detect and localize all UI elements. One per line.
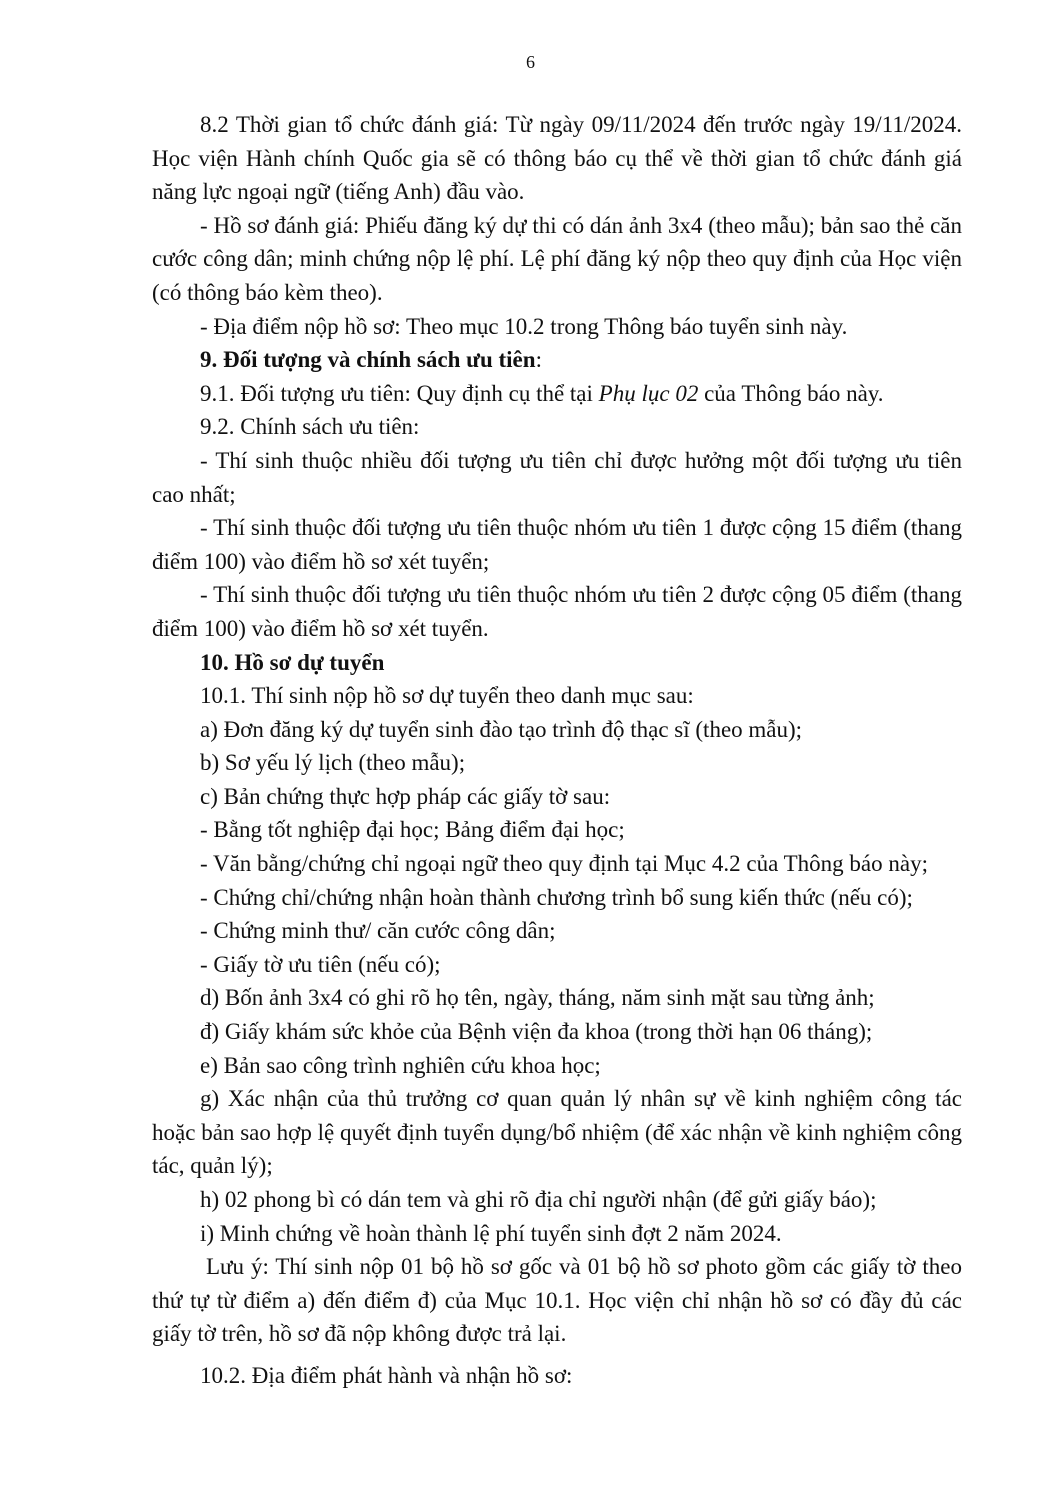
heading-section-9	[152, 343, 962, 377]
list-item-e: e) Bản sao công trình nghiên cứu khoa học;	[200, 1052, 601, 1078]
priority-item-2: - Thí sinh thuộc đối tượng ưu tiên thuộc nhóm ưu tiên 1 được cộng 15 điểm (thang điểm 100) vào điểm hồ sơ xét tuyển;	[152, 515, 962, 574]
paragraph-evaluation-dossier: - Hồ sơ đánh giá: Phiếu đăng ký dự thi có dán ảnh 3x4 (theo mẫu); bản sao thẻ căn cước công dân; minh chứng nộp lệ phí. Lệ phí đăng ký nộp theo quy định của Học viện (có thông báo kèm theo).	[152, 212, 962, 305]
paragraph-9-1-start: 9.1. Đối tượng ưu tiên: Quy định cụ thể tại	[200, 380, 599, 406]
list-item-c-1: - Bằng tốt nghiệp đại học; Bảng điểm đại học;	[200, 817, 625, 843]
list-item-b: b) Sơ yếu lý lịch (theo mẫu);	[200, 750, 466, 776]
paragraph-submission-location: - Địa điểm nộp hồ sơ: Theo mục 10.2 trong Thông báo tuyển sinh này.	[200, 313, 848, 339]
list-item-c: c) Bản chứng thực hợp pháp các giấy tờ sau:	[200, 783, 611, 809]
list-item-a: a) Đơn đăng ký dự tuyển sinh đào tạo trình độ thạc sĩ (theo mẫu);	[200, 716, 803, 742]
list-item-d: d) Bốn ảnh 3x4 có ghi rõ họ tên, ngày, tháng, năm sinh mặt sau từng ảnh;	[200, 985, 875, 1011]
list-item-c-5: - Giấy tờ ưu tiên (nếu có);	[200, 951, 441, 977]
list-item-g: g) Xác nhận của thủ trưởng cơ quan quản lý nhân sự về kinh nghiệm công tác hoặc bản sao hợp lệ quyết định tuyển dụng/bổ nhiệm (để xác nhận về kinh nghiệm công tác, quản lý);	[152, 1086, 962, 1179]
list-item-dd: đ) Giấy khám sức khỏe của Bệnh viện đa khoa (trong thời hạn 06 tháng);	[200, 1019, 873, 1045]
list-item-h: h) 02 phong bì có dán tem và ghi rõ địa chỉ người nhận (để gửi giấy báo);	[200, 1187, 877, 1212]
paragraph-10-2: 10.2. Địa điểm phát hành và nhận hồ sơ:	[200, 1362, 573, 1388]
priority-item-3: - Thí sinh thuộc đối tượng ưu tiên thuộc nhóm ưu tiên 2 được cộng 05 điểm (thang điểm 100) vào điểm hồ sơ xét tuyển.	[152, 582, 962, 641]
list-item-c-4: - Chứng minh thư/ căn cước công dân;	[200, 918, 556, 944]
heading-section-9-colon: :	[535, 347, 542, 373]
paragraph-9-1-end: của Thông báo này.	[698, 380, 884, 406]
heading-section-10: 10. Hồ sơ dự tuyển	[200, 649, 385, 675]
document-body	[152, 108, 962, 1393]
page-number: 6	[526, 52, 535, 72]
paragraph-10-1: 10.1. Thí sinh nộp hồ sơ dự tuyển theo danh mục sau:	[200, 683, 694, 709]
paragraph-8-2: 8.2 Thời gian tổ chức đánh giá: Từ ngày 09/11/2024 đến trước ngày 19/11/2024. Học viện Hành chính Quốc gia sẽ có thông báo cụ thể về thời gian tổ chức đánh giá năng lực ngoại ngữ (tiếng Anh) đầu vào.	[152, 112, 962, 205]
list-item-i: i) Minh chứng về hoàn thành lệ phí tuyển sinh đợt 2 năm 2024.	[200, 1220, 782, 1246]
paragraph-9-2: 9.2. Chính sách ưu tiên:	[200, 414, 420, 440]
list-item-c-3: - Chứng chỉ/chứng nhận hoàn thành chương trình bổ sung kiến thức (nếu có);	[200, 884, 913, 910]
heading-section-9-text: 9. Đối tượng và chính sách ưu tiên	[200, 347, 536, 373]
note-paragraph: Lưu ý: Thí sinh nộp 01 bộ hồ sơ gốc và 01 bộ hồ sơ photo gồm các giấy tờ theo thứ tự từ điểm a) đến điểm đ) của Mục 10.1. Học viện chỉ nhận hồ sơ có đầy đủ các giấy tờ trên, hồ sơ đã nộp không được trả lại.	[152, 1254, 962, 1347]
appendix-reference: Phụ lục 02	[598, 380, 699, 406]
priority-item-1: - Thí sinh thuộc nhiều đối tượng ưu tiên chỉ được hưởng một đối tượng ưu tiên cao nhất;	[152, 447, 962, 507]
paragraph-9-1	[152, 377, 962, 411]
list-item-c-2: - Văn bằng/chứng chỉ ngoại ngữ theo quy định tại Mục 4.2 của Thông báo này;	[200, 851, 928, 877]
